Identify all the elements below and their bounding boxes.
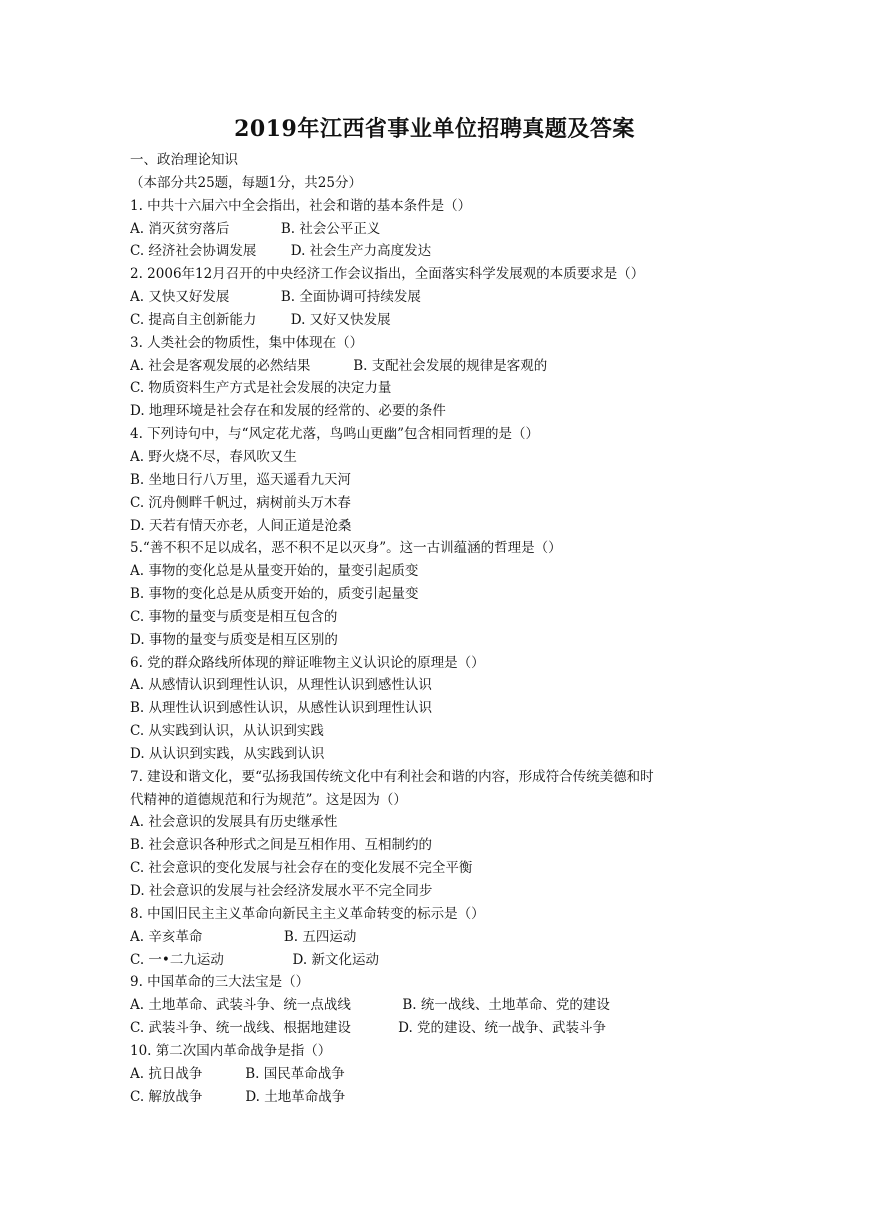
text-line: （本部分共25题，每题1分，共25分） [130,174,362,191]
text-line: D. 地理环境是社会存在和发展的经常的、必要的条件 [130,403,446,420]
text-line: 5.“善不积不足以成名，恶不积不足以灭身”。这一古训蕴涵的哲理是（） [130,540,562,557]
text-line: 10. 第二次国内革命战争是指（） [130,1042,332,1059]
text-line: 8. 中国旧民主主义革命向新民主主义革命转变的标示是（） [130,905,485,922]
text-line: A. 又快又好发展 B. 全面协调可持续发展 [130,289,421,306]
text-line: A. 社会意识的发展具有历史继承性 [130,814,338,831]
text-line: C. 社会意识的变化发展与社会存在的变化发展不完全平衡 [130,860,473,877]
text-line: B. 事物的变化总是从质变开始的，质变引起量变 [130,586,419,603]
text-line: 3. 人类社会的物质性，集中体现在（） [130,334,364,351]
text-line: A. 辛亥革命 B. 五四运动 [130,928,357,945]
text-line: A. 土地革命、武装斗争、统一点战线 B. 统一战线、土地革命、党的建设 [130,997,610,1014]
text-line: 2. 2006年12月召开的中央经济工作会议指出，全面落实科学发展观的本质要求是（） [130,266,645,283]
text-line: A. 从感情认识到理性认识，从理性认识到感性认识 [130,677,432,694]
text-line: 一、政治理论知识 [130,152,238,168]
text-line: A. 社会是客观发展的必然结果 B. 支配社会发展的规律是客观的 [130,357,548,374]
text-line: C. 事物的量变与质变是相互包含的 [130,608,338,625]
text-line: C. 物质资料生产方式是社会发展的决定力量 [130,380,392,397]
text-line: 7. 建设和谐文化，要“弘扬我国传统文化中有利社会和谐的内容，形成符合传统美德和时 [130,768,654,785]
text-line: D. 社会意识的发展与社会经济发展水平不完全同步 [130,883,433,899]
text-line: B. 从理性认识到感性认识，从感性认识到理性认识 [130,700,433,717]
text-line: A. 野火烧不尽，春风吹又生 [130,448,297,465]
text-line: C. 从实践到认识，从认识到实践 [130,723,324,740]
text-line: D. 事物的量变与质变是相互区别的 [130,631,338,648]
text-line: 1. 中共十六届六中全会指出，社会和谐的基本条件是（） [130,197,472,214]
text-line: 代精神的道德规范和行为规范”。这是因为（） [130,791,407,808]
text-line: 4. 下列诗句中，与“风定花尤落，鸟鸣山更幽”包含相同哲理的是（） [130,426,539,443]
document-body [130,149,750,1108]
text-line: A. 抗日战争 B. 国民革命战争 [130,1065,345,1082]
text-line: B. 社会意识各种形式之间是互相作用、互相制约的 [130,837,433,854]
text-line: D. 从认识到实践，从实践到认识 [130,745,325,762]
text-line: 6. 党的群众路线所体现的辩证唯物主义认识论的原理是（） [130,654,485,671]
text-line: A. 事物的变化总是从量变开始的，量变引起质变 [130,563,419,580]
text-line: C. 一•二九运动 D. 新文化运动 [130,951,379,968]
document-title: 2019年江西省事业单位招聘真题及答案 [234,116,635,142]
text-line: A. 消灭贫穷落后 B. 社会公平正义 [130,220,381,237]
text-line: C. 沉舟侧畔千帆过，病树前头万木春 [130,494,351,511]
text-line: C. 提高自主创新能力 D. 又好又快发展 [130,311,391,328]
text-line: 9. 中国革命的三大法宝是（） [130,974,310,991]
text-line: B. 坐地日行八万里，巡天遥看九天河 [130,471,352,488]
text-line: C. 解放战争 D. 土地革命战争 [130,1088,346,1105]
text-line: C. 经济社会协调发展 D. 社会生产力高度发达 [130,243,432,260]
text-line: C. 武装斗争、统一战线、根据地建设 D. 党的建设、统一战争、武装斗争 [130,1020,607,1037]
text-line: D. 天若有情天亦老，人间正道是沧桑 [130,517,352,534]
